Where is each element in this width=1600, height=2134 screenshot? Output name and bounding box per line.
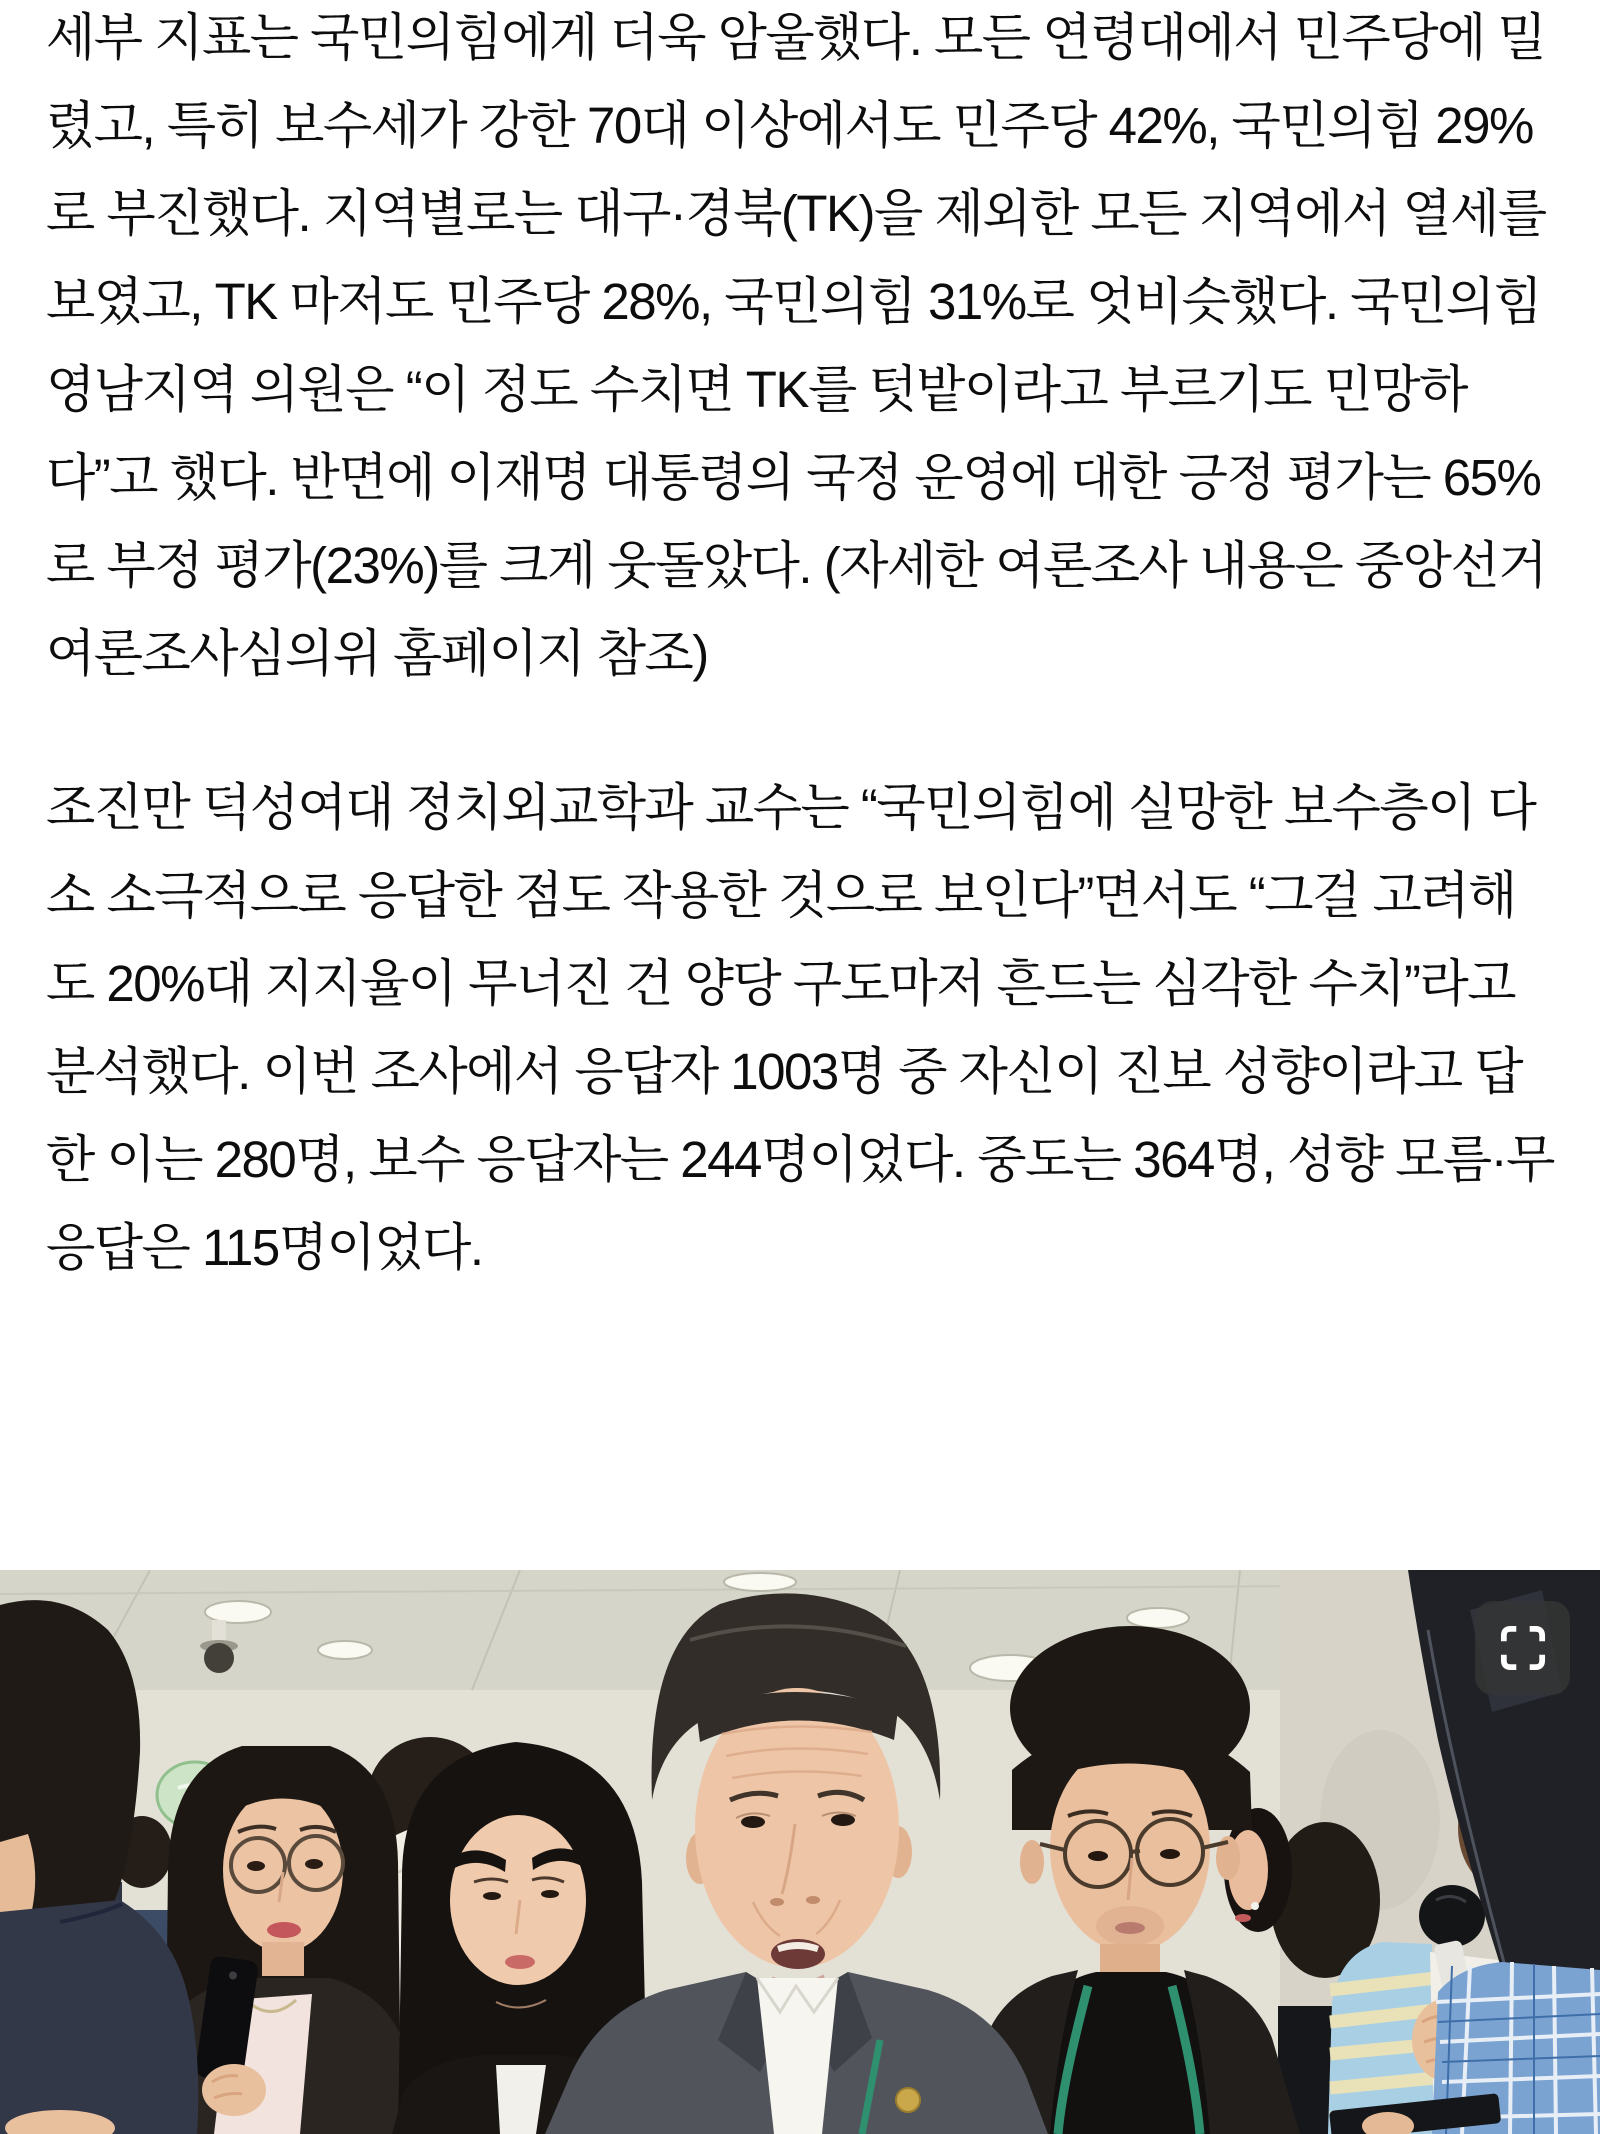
fullscreen-expand-icon — [1499, 1625, 1547, 1671]
article-photo[interactable] — [0, 1570, 1600, 2134]
article-paragraph-1: 세부 지표는 국민의힘에게 더욱 암울했다. 모든 연령대에서 민주당에 밀렸고, 특히 보수세가 강한 70대 이상에서도 민주당 42%, 국민의힘 29%로 부진했다. 지역별로는 대구·경북(TK)을 제외한 모든 지역에서 열세를 보였고, TK 마저도 민주당 28%, 국민의힘 31%로 엇비슷했다. 국민의힘 영남지역 의원은 “이 정도 수치면 TK를 텃밭이라고 부르기도 민망하다”고 했다. 반면에 이재명 대통령의 국정 운영에 대한 긍정 평가는 65%로 부정 평가(23%)를 크게 웃돌았다. (자세한 여론조사 내용은 중앙선거여론조사심의위 홈페이지 참조) — [46, 9, 1546, 682]
article-paragraph-2: 조진만 덕성여대 정치외교학과 교수는 “국민의힘에 실망한 보수층이 다소 소극적으로 응답한 점도 작용한 것으로 보인다”면서도 “그걸 고려해도 20%대 지지율이 무너진 건 양당 구도마저 흔드는 심각한 수치”라고 분석했다. 이번 조사에서 응답자 1003명 중 자신이 진보 성향이라고 답한 이는 280명, 보수 응답자는 244명이었다. 중도는 364명, 성향 모름·무응답은 115명이었다. — [46, 779, 1554, 1276]
news-photo-illustration — [0, 1570, 1600, 2134]
article-body — [46, 0, 1560, 1292]
photo-expand-button[interactable] — [1475, 1601, 1570, 1695]
